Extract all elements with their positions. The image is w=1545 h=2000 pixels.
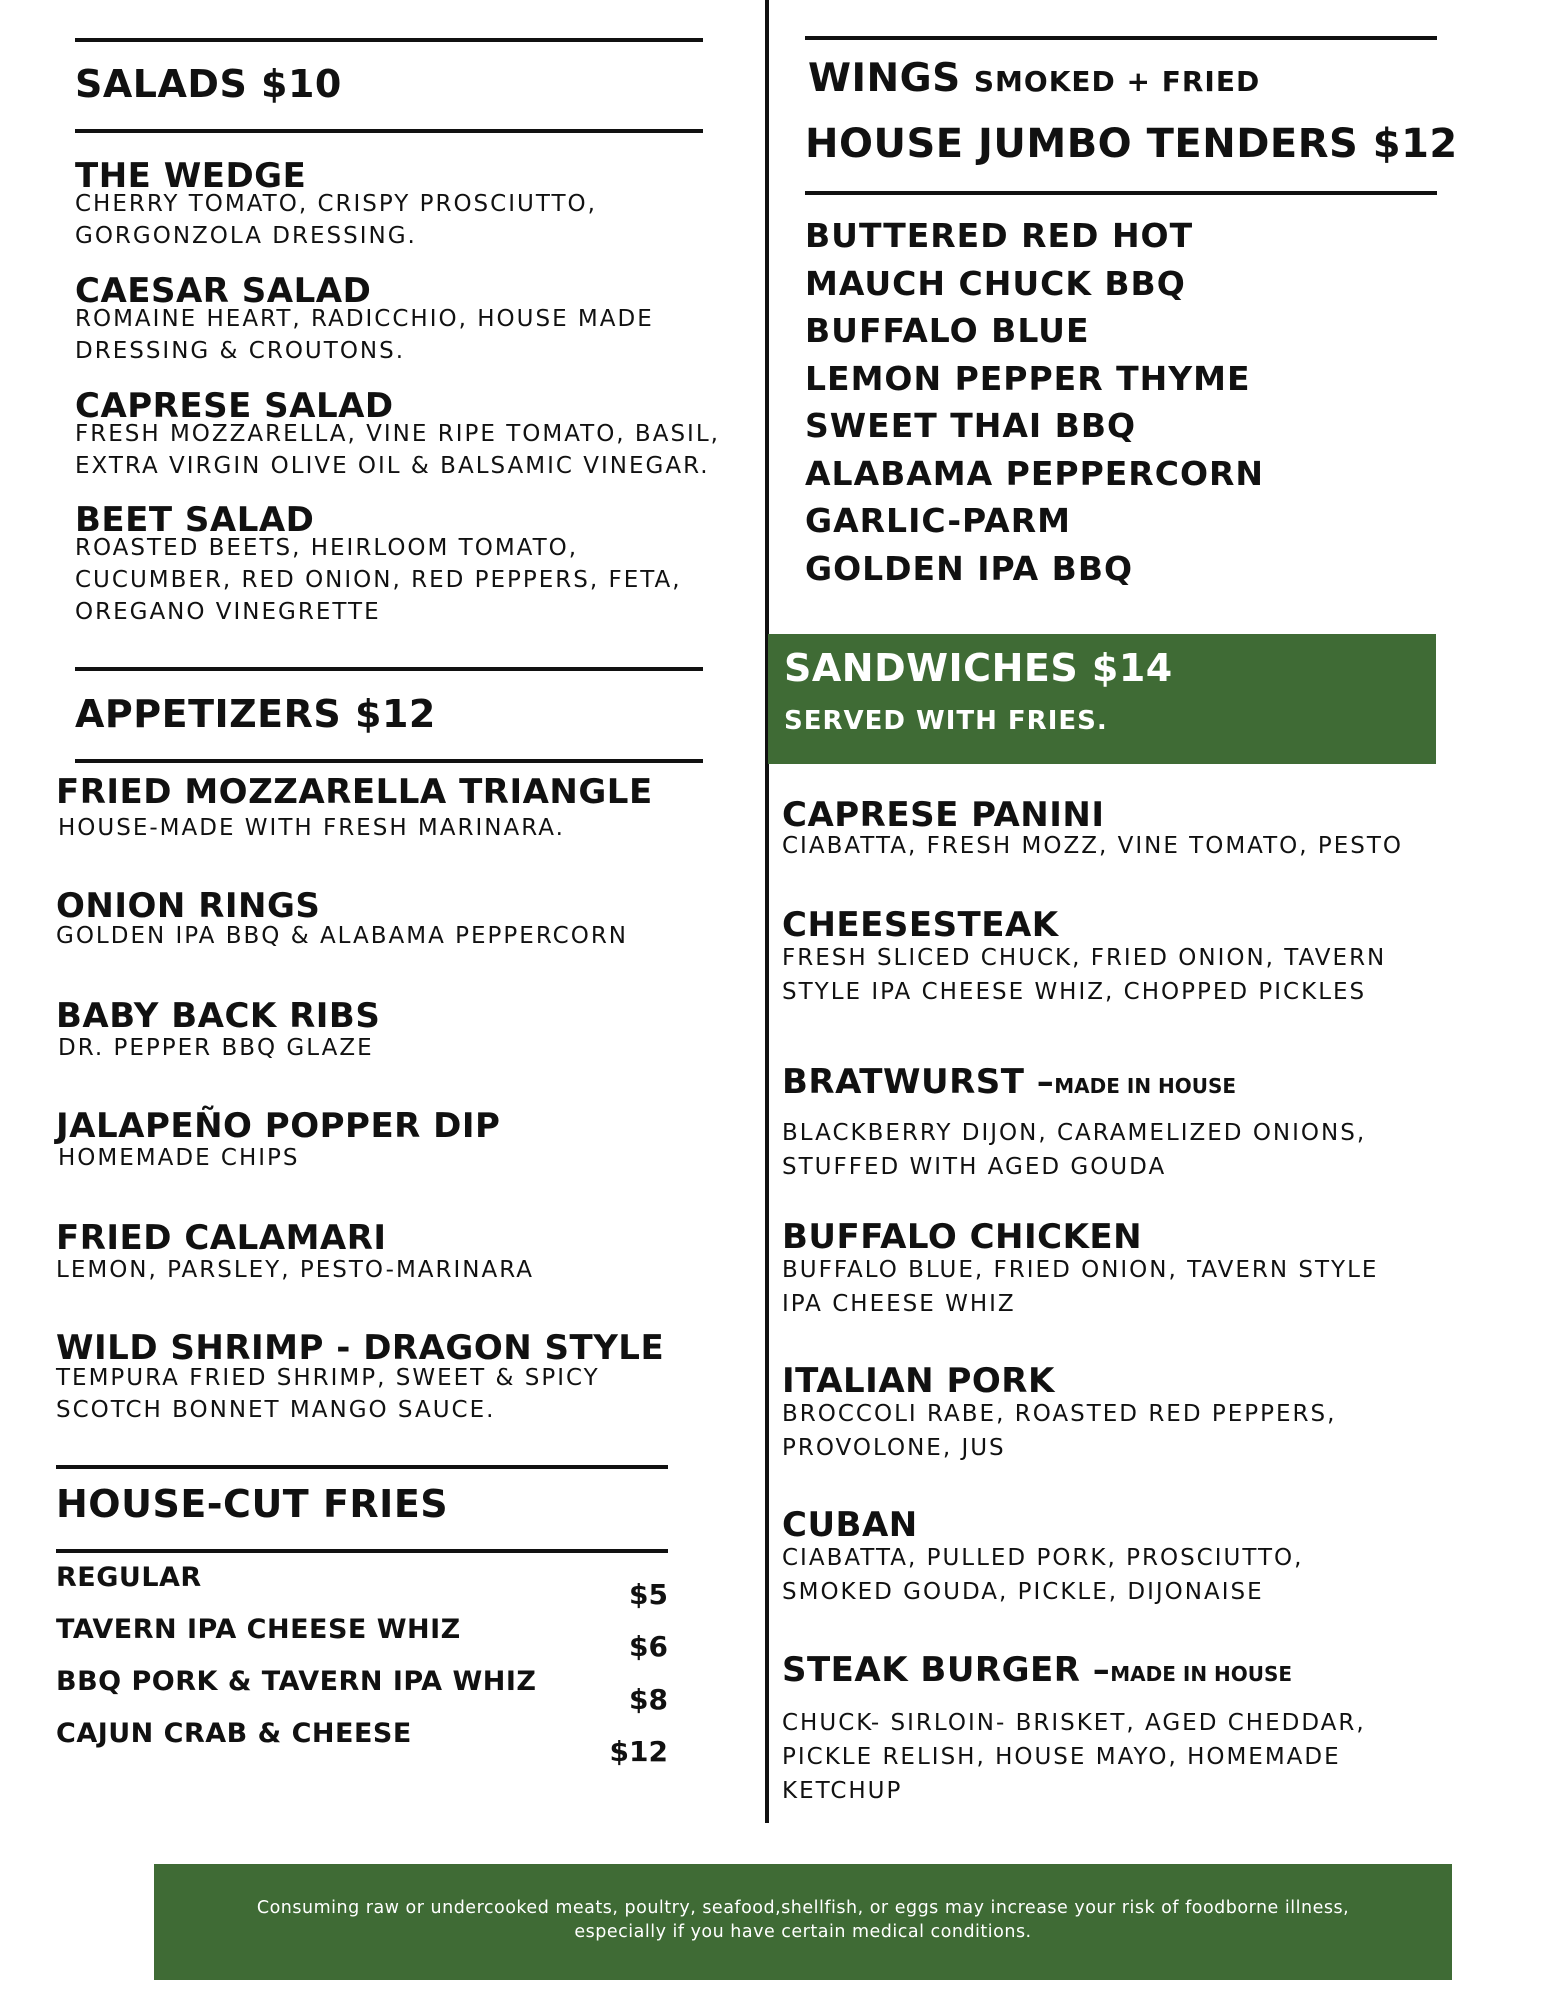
item-name: CAESAR SALAD: [75, 271, 372, 311]
item-description: GORGONZOLA DRESSING.: [75, 223, 417, 249]
item-name: BABY BACK RIBS: [56, 996, 381, 1036]
item-name: CHEESESTEAK: [782, 905, 1059, 945]
divider: [75, 667, 703, 671]
item-description: STUFFED WITH AGED GOUDA: [782, 1154, 1167, 1180]
appetizer-item: [56, 772, 653, 844]
appetizer-item: [56, 886, 628, 952]
wing-flavor: LEMON PEPPER THYME: [805, 358, 1251, 398]
divider: [75, 759, 703, 763]
item-description: BUFFALO BLUE, FRIED ONION, TAVERN STYLE: [782, 1257, 1379, 1283]
sandwiches-subtitle: SERVED WITH FRIES.: [784, 706, 1108, 736]
sandwich-item: [782, 1361, 1336, 1465]
item-name: JALAPEÑO POPPER DIP: [56, 1106, 501, 1146]
salad-item: [75, 156, 597, 252]
wing-flavor: GOLDEN IPA BBQ: [805, 548, 1134, 588]
appetizer-item: [56, 1328, 664, 1426]
sandwich-item: [782, 795, 1403, 863]
fries-item-name: CAJUN CRAB & CHEESE: [56, 1718, 412, 1749]
column-divider: [765, 0, 769, 1823]
item-name-text: STEAK BURGER –: [782, 1650, 1111, 1690]
item-description: BROCCOLI RABE, ROASTED RED PEPPERS,: [782, 1401, 1337, 1427]
item-name: ITALIAN PORK: [782, 1361, 1055, 1401]
item-description: CUCUMBER, RED ONION, RED PEPPERS, FETA,: [75, 567, 682, 593]
item-name: CUBAN: [782, 1505, 918, 1545]
wings-title: WINGS: [808, 56, 961, 101]
item-description: HOUSE-MADE WITH FRESH MARINARA.: [58, 815, 565, 841]
item-name: FRIED MOZZARELLA TRIANGLE: [56, 772, 653, 812]
item-description: CIABATTA, FRESH MOZZ, VINE TOMATO, PESTO: [782, 833, 1404, 859]
allergy-disclaimer-banner: [154, 1864, 1452, 1980]
fries-item-name: TAVERN IPA CHEESE WHIZ: [56, 1614, 461, 1645]
item-description: DRESSING & CROUTONS.: [75, 338, 406, 364]
item-description: ROASTED BEETS, HEIRLOOM TOMATO,: [75, 535, 579, 561]
wing-flavor: BUTTERED RED HOT: [805, 216, 1194, 255]
item-description: EXTRA VIRGIN OLIVE OIL & BALSAMIC VINEGAR.: [75, 453, 710, 479]
item-description: LEMON, PARSLEY, PESTO-MARINARA: [56, 1257, 535, 1283]
wing-flavor: MAUCH CHUCK BBQ: [805, 263, 1186, 303]
item-description: SMOKED GOUDA, PICKLE, DIJONAISE: [782, 1579, 1264, 1605]
disclaimer-line: especially if you have certain medical conditions.: [574, 1922, 1032, 1942]
sandwich-item: [782, 905, 1386, 1009]
item-name: WILD SHRIMP - DRAGON STYLE: [56, 1328, 665, 1368]
sandwich-item: [782, 1650, 1366, 1808]
item-description: CHUCK- SIRLOIN- BRISKET, AGED CHEDDAR,: [782, 1710, 1366, 1736]
item-description: FRESH SLICED CHUCK, FRIED ONION, TAVERN: [782, 945, 1387, 971]
salad-item: [75, 500, 682, 628]
divider: [75, 129, 703, 133]
tenders-heading: HOUSE JUMBO TENDERS $12: [805, 121, 1458, 167]
item-name: FRIED CALAMARI: [56, 1218, 387, 1258]
item-description: PICKLE RELISH, HOUSE MAYO, HOMEMADE: [782, 1744, 1341, 1770]
item-description: PROVOLONE, JUS: [782, 1435, 1006, 1461]
salad-item: [75, 386, 720, 482]
divider: [805, 36, 1437, 40]
salads-heading: SALADS $10: [75, 62, 342, 106]
item-description: HOMEMADE CHIPS: [58, 1145, 300, 1171]
wing-flavor: GARLIC-PARM: [805, 501, 1071, 540]
item-description: ROMAINE HEART, RADICCHIO, HOUSE MADE: [75, 306, 654, 332]
item-name: [782, 1062, 1366, 1106]
fries-item-price: $5: [629, 1578, 668, 1611]
divider: [805, 191, 1437, 195]
item-description: GOLDEN IPA BBQ & ALABAMA PEPPERCORN: [56, 923, 629, 949]
appetizer-item: [56, 1218, 534, 1286]
item-name: [782, 1650, 1366, 1694]
wing-flavor-list: [805, 212, 1264, 592]
made-in-house-tag: MADE IN HOUSE: [1110, 1662, 1293, 1686]
divider: [56, 1465, 668, 1469]
wing-flavor: ALABAMA PEPPERCORN: [805, 453, 1265, 493]
divider: [56, 1549, 668, 1553]
sandwiches-banner: [768, 634, 1436, 764]
wing-flavor: BUFFALO BLUE: [805, 311, 1090, 350]
item-name-text: BRATWURST –: [782, 1062, 1055, 1102]
fries-item-price: $6: [629, 1630, 668, 1663]
item-name: BEET SALAD: [75, 500, 315, 540]
item-description: BLACKBERRY DIJON, CARAMELIZED ONIONS,: [782, 1120, 1367, 1146]
item-name: BUFFALO CHICKEN: [782, 1217, 1143, 1257]
item-description: SCOTCH BONNET MANGO SAUCE.: [56, 1397, 496, 1423]
wing-flavor: SWEET THAI BBQ: [805, 406, 1137, 445]
item-description: CHERRY TOMATO, CRISPY PROSCIUTTO,: [75, 191, 597, 217]
fries-item-price: $8: [629, 1683, 668, 1716]
fries-item-name: REGULAR: [56, 1562, 202, 1593]
item-name: CAPRESE PANINI: [782, 795, 1105, 835]
disclaimer-line: Consuming raw or undercooked meats, poultry, seafood,shellfish, or eggs may increase your risk of foodborne illness,: [256, 1898, 1350, 1918]
appetizer-item: [56, 996, 380, 1064]
item-description: KETCHUP: [782, 1778, 903, 1804]
sandwich-item: [782, 1062, 1366, 1184]
item-description: IPA CHEESE WHIZ: [782, 1291, 1016, 1317]
item-description: DR. PEPPER BBQ GLAZE: [58, 1035, 374, 1061]
sandwich-item: [782, 1217, 1378, 1321]
item-description: STYLE IPA CHEESE WHIZ, CHOPPED PICKLES: [782, 979, 1367, 1005]
item-name: ONION RINGS: [56, 886, 321, 926]
divider: [75, 38, 703, 42]
sandwich-item: [782, 1505, 1303, 1609]
item-name: CAPRESE SALAD: [75, 386, 394, 426]
appetizers-heading: APPETIZERS $12: [75, 692, 436, 736]
item-description: TEMPURA FRIED SHRIMP, SWEET & SPICY: [56, 1365, 600, 1391]
item-description: OREGANO VINEGRETTE: [75, 599, 381, 625]
fries-item-name: BBQ PORK & TAVERN IPA WHIZ: [56, 1666, 537, 1697]
appetizer-item: [56, 1106, 500, 1174]
fries-heading: HOUSE-CUT FRIES: [56, 1482, 449, 1526]
made-in-house-tag: MADE IN HOUSE: [1054, 1074, 1237, 1098]
item-name: THE WEDGE: [75, 156, 307, 196]
fries-item-price: $12: [609, 1735, 668, 1768]
item-description: CIABATTA, PULLED PORK, PROSCIUTTO,: [782, 1545, 1304, 1571]
item-description: FRESH MOZZARELLA, VINE RIPE TOMATO, BASIL,: [75, 421, 720, 447]
sandwiches-heading: SANDWICHES $14: [784, 646, 1173, 690]
wings-subtitle: SMOKED + FRIED: [973, 65, 1261, 98]
wings-heading: [808, 56, 1260, 101]
salad-item: [75, 271, 654, 367]
